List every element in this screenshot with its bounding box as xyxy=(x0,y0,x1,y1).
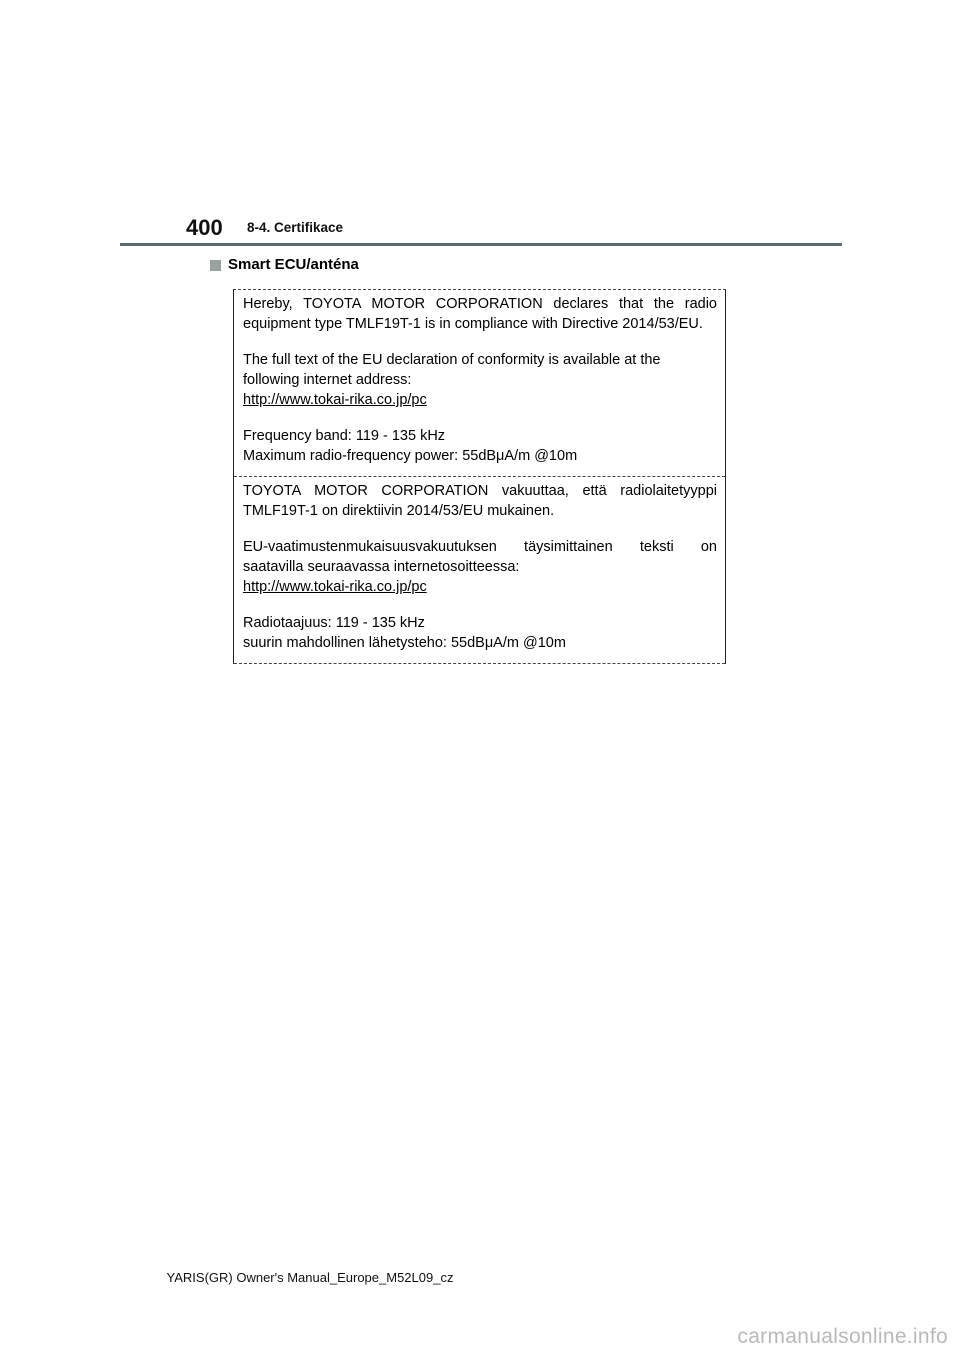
fi-frequency: Radiotaajuus: 119 - 135 kHz xyxy=(243,615,425,631)
fi-url-link[interactable]: http://www.tokai-rika.co.jp/pc xyxy=(243,579,427,595)
en-frequency: Frequency band: 119 - 135 kHz xyxy=(243,428,446,444)
fi-power: suurin mahdollinen lähetysteho: 55dBμA/m @10m xyxy=(243,635,566,651)
finnish-declaration-block xyxy=(234,477,725,664)
en-url-link[interactable]: http://www.tokai-rika.co.jp/pc xyxy=(243,392,427,408)
fi-fulltext-line1: EU-vaatimustenmukaisuusvakuutuksen täysimittainen teksti on xyxy=(243,539,717,555)
en-declaration-line1: Hereby, TOYOTA MOTOR CORPORATION declares that the radio xyxy=(243,296,717,312)
fi-fulltext-line2: saatavilla seuraavassa internetosoitteessa: xyxy=(243,559,520,575)
fi-declaration-line1: TOYOTA MOTOR CORPORATION vakuuttaa, että radiolaitetyyppi xyxy=(243,483,717,499)
declaration-box xyxy=(233,289,726,664)
fi-declaration-line2: TMLF19T-1 on direktiivin 2014/53/EU mukainen. xyxy=(243,503,555,519)
en-power: Maximum radio-frequency power: 55dBμA/m @10m xyxy=(243,448,578,464)
en-fulltext-line1: The full text of the EU declaration of conformity is available at the xyxy=(243,352,661,368)
english-declaration-block xyxy=(234,290,725,477)
section-title: 8-4. Certifikace xyxy=(247,220,344,235)
en-fulltext-line2: following internet address: xyxy=(243,372,412,388)
subsection-heading xyxy=(210,256,359,274)
footer-manual-id: YARIS(GR) Owner's Manual_Europe_M52L09_cz xyxy=(166,1270,454,1285)
page-number: 400 xyxy=(186,215,223,240)
square-bullet-icon xyxy=(210,260,221,271)
subsection-title: Smart ECU/anténa xyxy=(228,256,359,273)
header-rule xyxy=(120,243,842,246)
watermark: carmanualsonline.info xyxy=(737,1325,948,1348)
en-declaration-line2: equipment type TMLF19T-1 is in compliance with Directive 2014/53/EU. xyxy=(243,316,703,332)
